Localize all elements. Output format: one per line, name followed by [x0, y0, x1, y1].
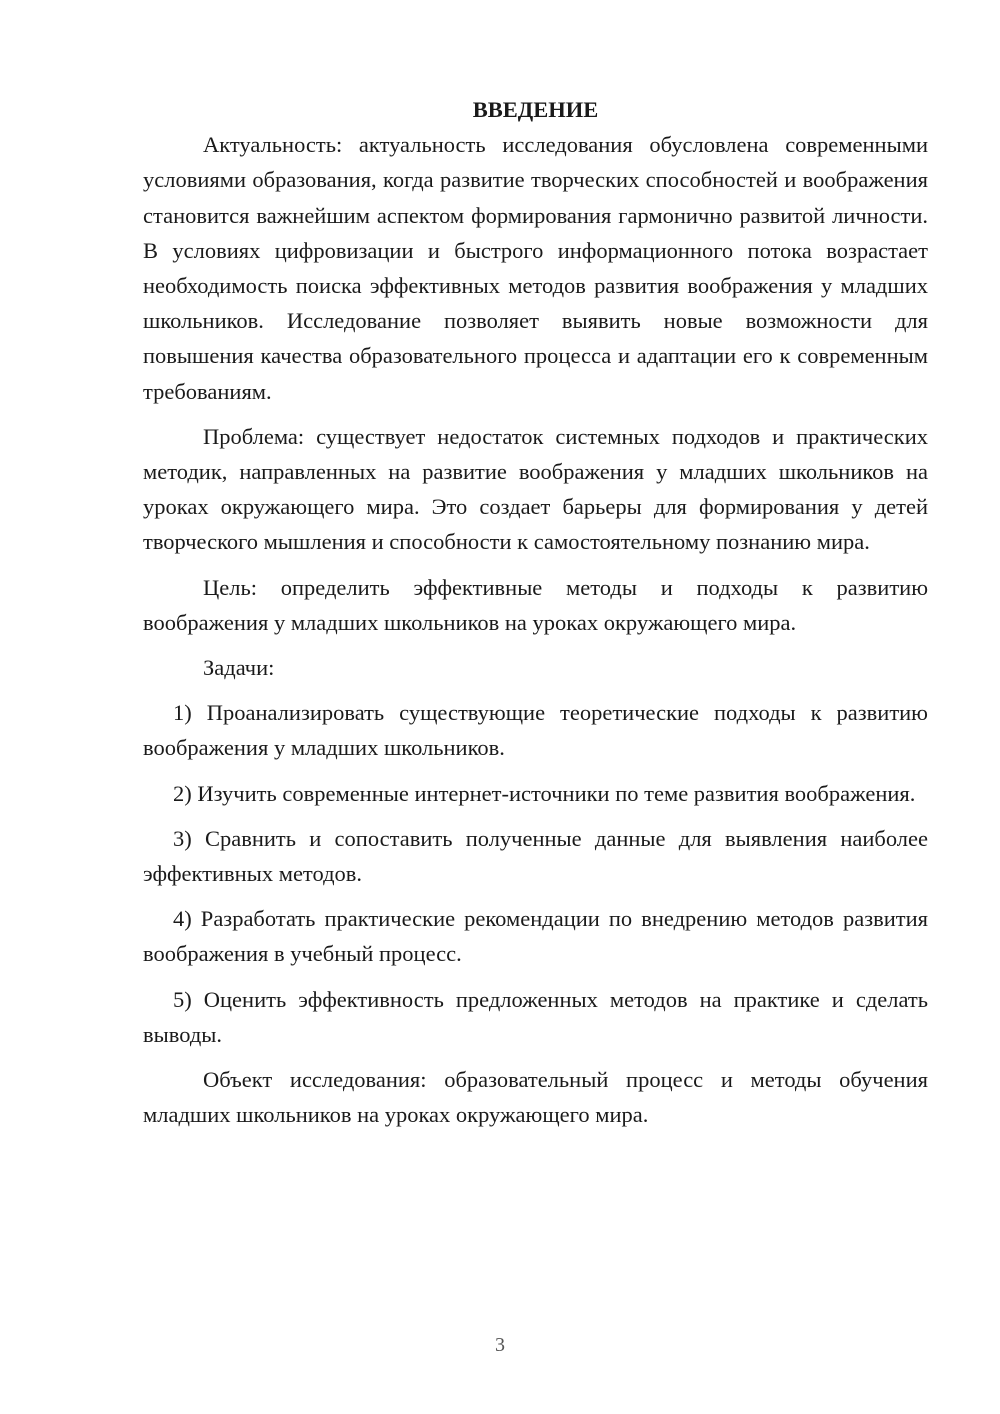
paragraph-problem: Проблема: существует недостаток системных подходов и практических методик, направленных на развитие воображения у младших школьников на уроках окружающего мира. Это создает барьеры для формирования у детей творческого мышления и способности к самостоятельному познанию мира. [143, 423, 928, 555]
paragraph-object: Объект исследования: образовательный процесс и методы обучения младших школьников на уроках окружающего мира. [143, 1067, 928, 1128]
paragraph-relevance: Актуальность: актуальность исследования обусловлена современными условиями образования, когда развитие творческих способностей и воображения становится важнейшим аспектом формирования гармонично развитой личности. В условиях цифровизации и быстрого информационного потока возрастает необходимость поиска эффективных методов развития воображения у младших школьников. Исследование позволяет выявить новые возможности для повышения качества образовательного процесса и адаптации его к современным требованиям. [143, 132, 928, 404]
page-number: 3 [495, 1334, 505, 1356]
task-item-5: 5) Оценить эффективность предложенных методов на практике и сделать выводы. [143, 986, 928, 1047]
task-item-3: 3) Сравнить и сопоставить полученные данные для выявления наиболее эффективных методов. [143, 825, 928, 887]
tasks-label: Задачи: [203, 655, 275, 681]
task-item-4: 4) Разработать практические рекомендации по внедрению методов развития воображения в учебный процесс. [143, 906, 928, 967]
document-body [143, 92, 928, 1132]
section-title: ВВЕДЕНИЕ [472, 97, 599, 122]
paragraph-goal: Цель: определить эффективные методы и подходы к развитию воображения у младших школьников на уроках окружающего мира. [143, 574, 928, 635]
task-item-2: 2) Изучить современные интернет-источники по теме развития воображения. [173, 780, 916, 806]
task-item-1: 1) Проанализировать существующие теоретические подходы к развитию воображения у младших школьников. [143, 700, 928, 761]
